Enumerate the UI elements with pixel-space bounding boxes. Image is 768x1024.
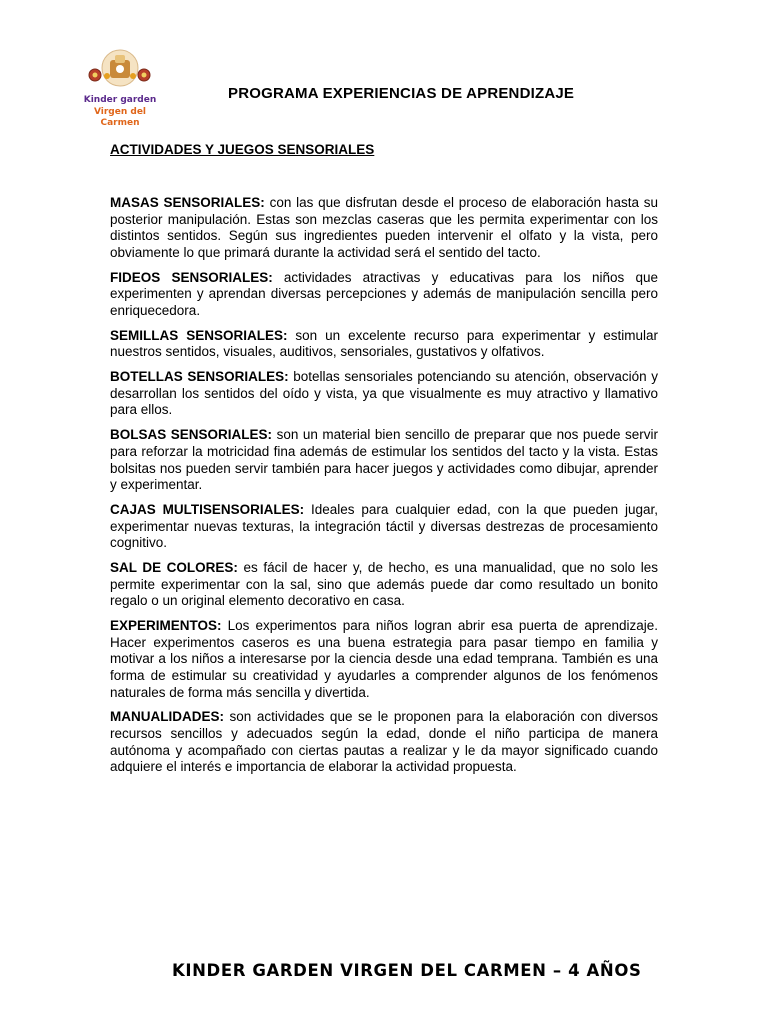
paragraph-text: botellas sensoriales potenciando su atención, observación y desarrollan los sentidos del oído y vista, ya que visualmente es muy atractivo y llamativo para ellos. (110, 369, 658, 418)
paragraph-masas (110, 195, 658, 261)
logo-text-line1: Kinder garden (83, 95, 157, 105)
paragraph-text: actividades atractivas y educativas para los niños que experimenten y aprendan diversas percepciones y además de manipulación sencilla pero enriquecedora. (110, 269, 658, 318)
paragraph-term: MASAS SENSORIALES: (110, 195, 265, 210)
paragraph-text: es fácil de hacer y, de hecho, es una manualidad, que no solo les permite experimentar con la sal, sino que además puede dar como resultado un bonito regalo o un original elemento decorativo en casa. (110, 560, 658, 609)
section-title: ACTIVIDADES Y JUEGOS SENSORIALES (110, 142, 375, 157)
paragraph-manualidades (110, 709, 658, 775)
paragraph-botellas (110, 369, 658, 419)
paragraph-term: CAJAS MULTISENSORIALES: (110, 501, 305, 517)
paragraph-term: FIDEOS SENSORIALES: (110, 269, 273, 285)
document-body (110, 195, 658, 784)
paragraph-sal (110, 560, 658, 610)
paragraph-text: Ideales para cualquier edad, con la que pueden jugar, experimentar nuevas texturas, la integración táctil y diversas destrezas de procesamiento cognitivo. (110, 501, 658, 551)
paragraph-semillas (110, 328, 658, 361)
paragraph-text: son un excelente recurso para experimentar y estimular nuestros sentidos, visuales, auditivos, sensoriales, gustativos y olfativos. (110, 327, 658, 360)
paragraph-text: con las que disfrutan desde el proceso de elaboración hasta su posterior manipulación. Estas son mezclas caseras que les permita experimentar con los distintos sentidos. Según sus ingredientes pueden intervenir el olfato y la vista, pero obviamente lo que primará durante la actividad será el sentido del tacto. (110, 195, 658, 260)
paragraph-term: MANUALIDADES: (110, 709, 224, 725)
paragraph-term: BOTELLAS SENSORIALES: (110, 369, 289, 385)
paragraph-text: son actividades que se le proponen para la elaboración con diversos recursos sencillos y adecuados según la edad, donde el niño participa de manera autónoma y acompañado con ciertas pautas a realizar y le da mayor significado cuando adquiere el interés e importancia de elaborar la actividad propuesta. (110, 709, 658, 775)
paragraph-term: SEMILLAS SENSORIALES: (110, 327, 288, 343)
logo-text-line2: Virgen del Carmen (93, 107, 147, 128)
school-logo (74, 46, 166, 128)
paragraph-bolsas (110, 427, 658, 493)
paragraph-text: Los experimentos para niños logran abrir esa puerta de aprendizaje. Hacer experimentos caseros es una buena estrategia para pasar tiempo en familia y motivar a los niños a interesarse por la ciencia desde una edad temprana. También es una forma de estimular su creatividad y ayudarles a comprender algunos de los fenómenos naturales de forma más sencilla y divertida. (110, 618, 658, 700)
school-crest-icon (74, 46, 166, 96)
paragraph-cajas (110, 502, 658, 552)
paragraph-experimentos (110, 618, 658, 701)
paragraph-fideos (110, 270, 658, 320)
paragraph-term: SAL DE COLORES: (110, 560, 238, 576)
paragraph-term: BOLSAS SENSORIALES: (110, 427, 273, 443)
paragraph-text: son un material bien sencillo de preparar que nos puede servir para reforzar la motricidad fina además de estimular los sentidos del tacto y la vista. Estas bolsitas nos pueden servir también para hacer juegos y actividades como dibujar, aprender y experimentar. (110, 427, 658, 493)
page-footer: KINDER GARDEN VIRGEN DEL CARMEN – 4 AÑOS (172, 961, 642, 980)
paragraph-term: EXPERIMENTOS: (110, 618, 222, 634)
page-title: PROGRAMA EXPERIENCIAS DE APRENDIZAJE (228, 85, 575, 102)
